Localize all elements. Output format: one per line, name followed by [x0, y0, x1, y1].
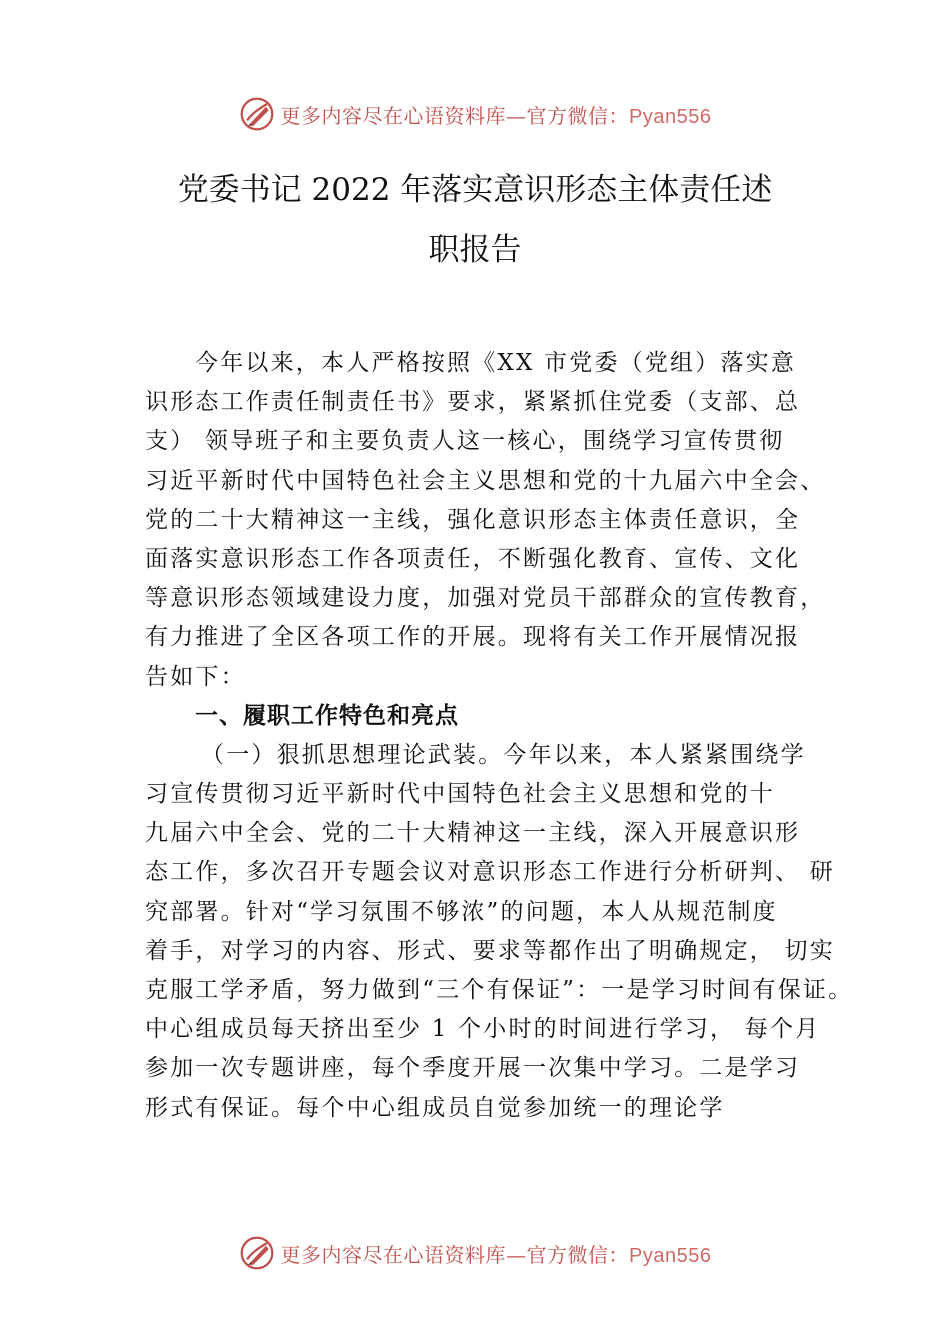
body-line: 着手，对学习的内容、形式、要求等都作出了明确规定， 切实	[145, 937, 835, 964]
pen-logo-icon	[239, 1235, 275, 1271]
body-line: 等意识形态领域建设力度，加强对党员干部群众的宣传教育，	[145, 585, 826, 612]
banner-text: 更多内容尽在心语资料库—官方微信：Pyan556	[280, 103, 712, 128]
title-line-2: 职报告	[428, 232, 522, 268]
body-line: 面落实意识形态工作各项责任，不断强化教育、宣传、文化	[145, 545, 801, 572]
body-line: 形式有保证。每个中心组成员自觉参加统一的理论学	[145, 1094, 725, 1121]
body-line: 党的二十大精神这一主线，强化意识形态主体责任意识，全	[145, 506, 801, 533]
subsection-line: （一）狠抓思想理论武装。今年以来，本人紧紧围绕学	[201, 741, 806, 768]
body-line: 究部署。针对“学习氛围不够浓”的问题，本人从规范制度	[145, 898, 778, 925]
document-title	[60, 160, 890, 280]
title-line-1: 党委书记 2022 年落实意识形态主体责任述	[177, 172, 773, 208]
body-line: 态工作，多次召开专题会议对意识形态工作进行分析研判、 研	[145, 859, 835, 886]
body-line: 告如下：	[145, 663, 246, 690]
header-watermark-banner	[0, 94, 950, 134]
body-line: 克服工学矛盾，努力做到“三个有保证”：一是学习时间有保证。	[145, 977, 854, 1003]
footer-watermark-banner	[0, 1233, 950, 1273]
body-line: 中心组成员每天挤出至少 1 个小时的时间进行学习， 每个月	[145, 1016, 821, 1043]
body-line: 习近平新时代中国特色社会主义思想和党的十九届六中全会、	[145, 467, 826, 494]
body-line: 参加一次专题讲座，每个季度开展一次集中学习。二是学习	[145, 1055, 801, 1082]
body-line: 今年以来，本人严格按照《XX 市党委（党组）落实意	[195, 350, 797, 376]
body-line: 识形态工作责任制责任书》要求，紧紧抓住党委（支部、总	[145, 389, 801, 416]
pen-logo-icon	[239, 96, 275, 132]
banner-text: 更多内容尽在心语资料库—官方微信：Pyan556	[280, 1242, 712, 1267]
body-line: 九届六中全会、党的二十大精神这一主线，深入开展意识形	[145, 820, 801, 847]
body-line: 有力推进了全区各项工作的开展。现将有关工作开展情况报	[145, 624, 801, 651]
body-line: 支） 领导班子和主要负责人这一核心，围绕学习宣传贯彻	[145, 428, 785, 455]
document-body	[145, 344, 854, 1128]
body-line: 习宣传贯彻习近平新时代中国特色社会主义思想和党的十	[145, 781, 775, 808]
section-heading: 一、履职工作特色和亮点	[195, 702, 459, 729]
